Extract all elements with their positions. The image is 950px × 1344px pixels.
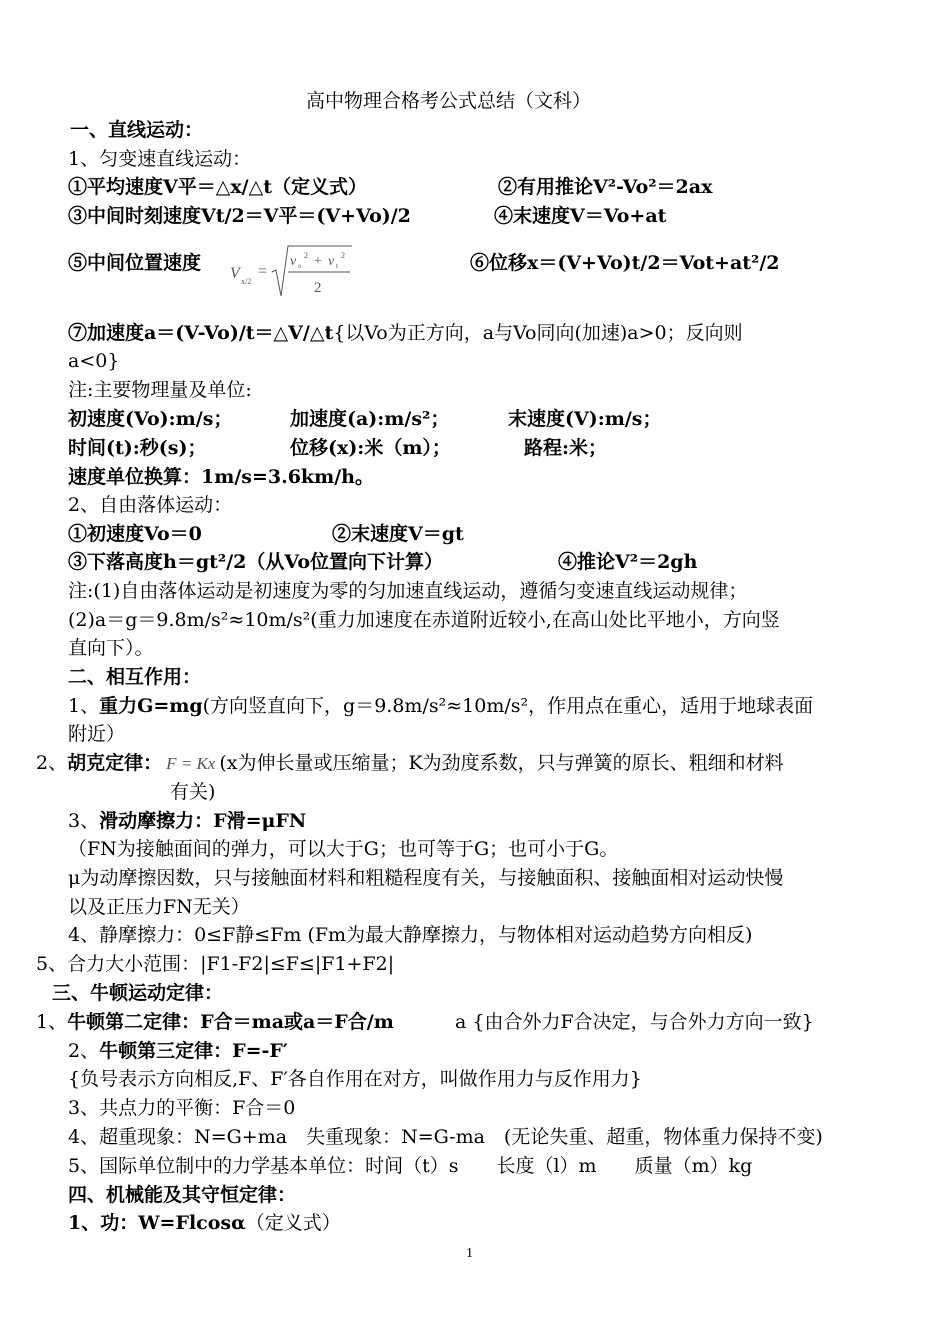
gravity-line: [68, 693, 813, 719]
section-heading-4: 四、机械能及其守恒定律：: [68, 1184, 297, 1206]
note-line: 注:主要物理量及单位:: [68, 379, 252, 401]
text-line: a<0}: [68, 350, 120, 372]
item-number: 1、: [36, 1011, 68, 1033]
formula-line: [68, 320, 743, 346]
section-heading-3: 三、牛顿运动定律：: [52, 982, 224, 1004]
formula-line: ③下落高度h＝gt²/2（从Vo位置向下计算）: [68, 551, 444, 573]
text-line: 5、国际单位制中的力学基本单位：时间（t）s 长度（l）m 质量（m）kg: [68, 1155, 753, 1177]
note-line: (2)a＝g＝9.8m/s²≈10m/s²(重力加速度在赤道附近较小,在高山处比平地小，方向竖: [68, 609, 780, 631]
formula-line: ⑤中间位置速度: [68, 252, 202, 274]
note-line: {负号表示方向相反,F、F′各自作用在对方，叫做作用力与反作用力}: [68, 1068, 642, 1090]
hooke-law-heading: 胡克定律：: [67, 752, 163, 774]
svg-text:v: v: [328, 254, 335, 269]
svg-text:o: o: [298, 262, 302, 270]
friction-line: [68, 808, 306, 834]
newton-third-law-line: [68, 1038, 288, 1064]
unit-item: 加速度(a):m/s²；: [290, 408, 450, 430]
note-line: 直向下）。: [68, 637, 154, 659]
static-friction-line: 4、静摩擦力：0≤F静≤Fm (Fm为最大静摩擦力，与物体相对运动趋势方向相反): [68, 924, 753, 946]
subsection-heading: 1、匀变速直线运动：: [68, 148, 252, 170]
subsection-heading: 2、自由落体运动：: [68, 494, 233, 516]
section-heading-2: 二、相互作用：: [68, 666, 202, 688]
newton-second-law-line: [36, 1009, 394, 1035]
unit-item: 末速度(V):m/s；: [508, 408, 662, 430]
note-line: μ为动摩擦因数，只与接触面材料和粗糙程度有关，与接触面积、接触面相对运动快慢: [68, 867, 784, 889]
hooke-law-formula: F = Kx: [166, 754, 216, 773]
svg-text:v: v: [290, 254, 297, 269]
item-number: 1、: [68, 695, 100, 717]
formula-line: ③中间时刻速度Vt/2＝V平＝(V+Vo)/2: [68, 205, 411, 227]
note-line: （FN为接触面间的弹力，可以大于G；也可等于G；也可小于G。: [68, 838, 619, 860]
svg-text:2: 2: [314, 280, 322, 296]
text-line: 3、共点力的平衡：F合＝0: [68, 1097, 296, 1119]
formula-line: ④末速度V＝Vo+at: [494, 205, 667, 227]
sliding-friction-formula: 滑动摩擦力：F滑=μFN: [99, 810, 307, 832]
svg-text:2: 2: [304, 251, 308, 260]
gravity-note: (方向竖直向下，g＝9.8m/s²≈10m/s²，作用点在重心，适用于地球表面: [202, 695, 814, 717]
resultant-force-line: 5、合力大小范围：|F1-F2|≤F≤|F1+F2|: [36, 953, 395, 975]
acceleration-note: {以Vo为正方向，a与Vo同向(加速)a>0；反向则: [333, 322, 743, 344]
hooke-law-line: [36, 750, 784, 777]
unit-item: 时间(t):秒(s)；: [68, 437, 207, 459]
work-formula: 1、功：W=Flcosα: [68, 1212, 246, 1234]
middle-position-velocity-formula: [228, 240, 358, 302]
page-title: 高中物理合格考公式总结（文科）: [306, 90, 592, 112]
note-line: 注:(1)自由落体运动是初速度为零的匀加速直线运动，遵循匀变速直线运动规律；: [68, 580, 748, 602]
unit-item: 初速度(Vo):m/s；: [68, 408, 233, 430]
work-formula-line: [68, 1210, 341, 1236]
note-line: 以及正压力FN无关）: [68, 896, 250, 918]
item-number: 2、: [68, 1040, 100, 1062]
gravity-formula: 重力G=mg: [99, 695, 203, 717]
unit-item: 路程:米；: [524, 437, 608, 459]
svg-text:x/2: x/2: [241, 277, 252, 286]
section-heading-1: 一、直线运动：: [70, 119, 204, 141]
page-number: 1: [466, 1246, 473, 1261]
text-line: 有关): [170, 781, 216, 803]
hooke-law-note: (x为伸长量或压缩量；K为劲度系数，只与弹簧的原长、粗细和材料: [219, 752, 784, 774]
formula-line: ①平均速度V平＝△x/△t（定义式）: [68, 176, 368, 198]
newton-second-law-formula: 牛顿第二定律：F合＝ma或a＝F合/m: [67, 1011, 394, 1033]
formula-line: ②末速度V＝gt: [332, 523, 464, 545]
text-line: 4、超重现象：N=G+ma 失重现象：N=G-ma (无论失重、超重，物体重力保持不变): [68, 1126, 823, 1148]
item-number: 2、: [36, 752, 68, 774]
svg-text:V: V: [230, 265, 240, 282]
text-line: 附近）: [68, 723, 126, 745]
formula-line: ①初速度Vo＝0: [68, 523, 202, 545]
svg-text:+: +: [314, 254, 322, 269]
work-note: （定义式）: [245, 1212, 341, 1234]
svg-text:t: t: [336, 262, 338, 270]
acceleration-formula: ⑦加速度a＝(V-Vo)/t＝△V/△t: [68, 322, 334, 344]
formula-line: ④推论V²＝2gh: [558, 551, 698, 573]
formula-line: ②有用推论V²-Vo²＝2ax: [498, 176, 713, 198]
svg-text:=: =: [258, 263, 268, 280]
svg-text:2: 2: [341, 251, 345, 260]
unit-item: 位移(x):米（m）；: [290, 437, 451, 459]
newton-third-law-formula: 牛顿第三定律：F=-F′: [99, 1040, 288, 1062]
item-number: 3、: [68, 810, 100, 832]
newton-second-law-note: a {由合外力F合决定，与合外力方向一致}: [455, 1011, 814, 1033]
formula-line: ⑥位移x＝(V+Vo)t/2＝Vot+at²/2: [470, 252, 780, 274]
unit-conversion: 速度单位换算：1m/s=3.6km/h。: [68, 466, 374, 488]
